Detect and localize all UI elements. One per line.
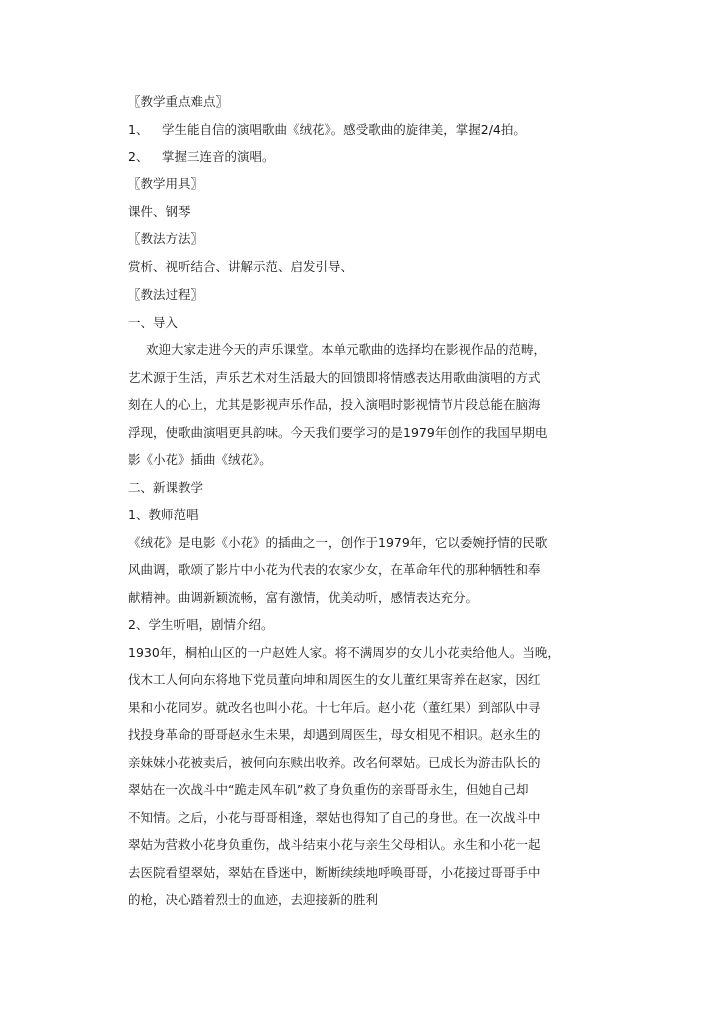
story-line-2: 伐木工人何向东将地下党员董向坤和周医生的女儿董红果寄养在赵家，因红	[128, 672, 541, 687]
subsection-2-title: 2、学生听唱，剧情介绍。	[128, 617, 274, 632]
methods-text: 赏析、视听结合、讲解示范、启发引导、	[128, 259, 354, 274]
subsection-1-line-1: 《绒花》是电影《小花》的插曲之一，创作于1979年，它以委婉抒情的民歌	[128, 535, 548, 550]
story-line-6: 翠姑在一次战斗中“跪走风车矶”救了身负重伤的亲哥哥永生，但她自己却	[128, 782, 529, 797]
heading-process: 〖教法过程〗	[128, 287, 204, 302]
intro-line-2: 艺术源于生活，声乐艺术对生活最大的回馈即将情感表达用歌曲演唱的方式	[128, 370, 541, 385]
subsection-1-line-3: 献精神。曲调新颖流畅，富有激情，优美动听，感情表达充分。	[128, 590, 479, 605]
story-line-1: 1930年，桐柏山区的一户赵姓人家。将不满周岁的女儿小花卖给他人。当晚，	[128, 645, 560, 660]
intro-line-1: 欢迎大家走进今天的声乐课堂。本单元歌曲的选择均在影视作品的范畴，	[146, 342, 547, 357]
tools-text: 课件、钢琴	[128, 204, 191, 219]
story-line-7: 不知情。之后，小花与哥哥相逢，翠姑也得知了自己的身世。在一次战斗中	[128, 810, 541, 825]
key-point-2	[128, 149, 275, 165]
story-line-3: 果和小花同岁。就改名也叫小花。十七年后。赵小花（董红果）到部队中寻	[128, 700, 541, 715]
key-point-2-number: 2、	[128, 149, 149, 164]
section-1-title: 一、导入	[128, 315, 179, 330]
subsection-1-line-2: 风曲调，歌颂了影片中小花为代表的农家少女，在革命年代的那种牺牲和奉	[128, 562, 541, 577]
story-line-9: 去医院看望翠姑，翠姑在昏迷中，断断续续地呼唤哥哥，小花接过哥哥手中	[128, 865, 541, 880]
heading-tools: 〖教学用具〗	[128, 176, 204, 191]
story-line-4: 找投身革命的哥哥赵永生未果，却遇到周医生，母女相见不相识。赵永生的	[128, 727, 541, 742]
subsection-1-title: 1、教师范唱	[128, 507, 199, 522]
section-2-title: 二、新课教学	[128, 480, 204, 495]
story-line-5: 亲妹妹小花被卖后，被何向东赎出收养。改名何翠姑。已成长为游击队长的	[128, 755, 541, 770]
heading-methods: 〖教法方法〗	[128, 231, 204, 246]
key-point-1	[128, 122, 526, 138]
key-point-2-text: 掌握三连音的演唱。	[161, 149, 275, 164]
intro-line-5: 影《小花》插曲《绒花》。	[128, 452, 272, 467]
intro-line-4: 浮现，使歌曲演唱更具韵味。今天我们要学习的是1979年创作的我国早期电	[128, 425, 548, 440]
story-line-8: 翠姑为营救小花身负重伤，战斗结束小花与亲生父母相认。永生和小花一起	[128, 837, 541, 852]
key-point-1-number: 1、	[128, 122, 149, 137]
key-point-1-text: 学生能自信的演唱歌曲《绒花》。感受歌曲的旋律美，掌握2/4拍。	[161, 122, 526, 137]
heading-key-points: 〖教学重点难点〗	[128, 94, 229, 109]
intro-line-3: 刻在人的心上，尤其是影视声乐作品，投入演唱时影视情节片段总能在脑海	[128, 397, 541, 412]
story-line-10: 的枪，决心踏着烈士的血迹，去迎接新的胜利	[128, 892, 379, 907]
